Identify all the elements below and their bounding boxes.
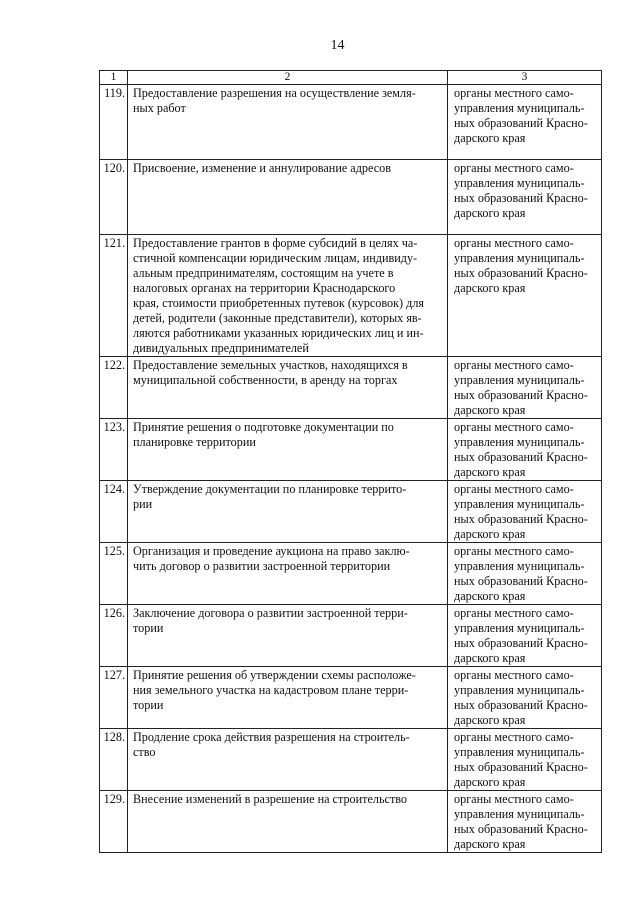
row-number: 124.: [100, 481, 128, 543]
table-row: [100, 729, 602, 791]
service-name: Внесение изменений в разрешение на строительство: [128, 791, 448, 853]
row-number: 127.: [100, 667, 128, 729]
responsible-authority: органы местного само- управления муниципаль- ных образований Красно- дарского края: [448, 481, 602, 543]
row-number: 119.: [100, 85, 128, 160]
services-table: [99, 70, 602, 853]
column-header-authority: 3: [448, 71, 602, 85]
row-number: 120.: [100, 160, 128, 235]
service-name: Утверждение документации по планировке террито- рии: [128, 481, 448, 543]
service-name: Принятие решения об утверждении схемы расположе- ния земельного участка на кадастровом плане терри- тории: [128, 667, 448, 729]
row-number: 128.: [100, 729, 128, 791]
row-number: 122.: [100, 357, 128, 419]
row-number: 129.: [100, 791, 128, 853]
table-row: [100, 543, 602, 605]
service-name: Предоставление земельных участков, находящихся в муниципальной собственности, в аренду на торгах: [128, 357, 448, 419]
row-number: 121.: [100, 235, 128, 357]
column-header-service: 2: [128, 71, 448, 85]
responsible-authority: органы местного само- управления муниципаль- ных образований Красно- дарского края: [448, 160, 602, 235]
responsible-authority: органы местного само- управления муниципаль- ных образований Красно- дарского края: [448, 543, 602, 605]
table-row: [100, 791, 602, 853]
table-row: [100, 85, 602, 160]
row-number: 125.: [100, 543, 128, 605]
service-name: Продление срока действия разрешения на строитель- ство: [128, 729, 448, 791]
table-row: [100, 357, 602, 419]
table-row: [100, 160, 602, 235]
table-header-row: [100, 71, 602, 85]
responsible-authority: органы местного само- управления муниципаль- ных образований Красно- дарского края: [448, 667, 602, 729]
table-row: [100, 605, 602, 667]
responsible-authority: органы местного само- управления муниципаль- ных образований Красно- дарского края: [448, 235, 602, 357]
responsible-authority: органы местного само- управления муниципаль- ных образований Красно- дарского края: [448, 605, 602, 667]
service-name: Принятие решения о подготовке документации по планировке территории: [128, 419, 448, 481]
responsible-authority: органы местного само- управления муниципаль- ных образований Красно- дарского края: [448, 357, 602, 419]
table-row: [100, 235, 602, 357]
service-name: Предоставление разрешения на осуществление земля- ных работ: [128, 85, 448, 160]
service-name: Присвоение, изменение и аннулирование адресов: [128, 160, 448, 235]
responsible-authority: органы местного само- управления муниципаль- ных образований Красно- дарского края: [448, 85, 602, 160]
column-header-number: 1: [100, 71, 128, 85]
table-row: [100, 419, 602, 481]
service-name: Заключение договора о развитии застроенной терри- тории: [128, 605, 448, 667]
responsible-authority: органы местного само- управления муниципаль- ных образований Красно- дарского края: [448, 791, 602, 853]
responsible-authority: органы местного само- управления муниципаль- ных образований Красно- дарского края: [448, 419, 602, 481]
row-number: 123.: [100, 419, 128, 481]
table-row: [100, 667, 602, 729]
service-name: Предоставление грантов в форме субсидий в целях ча- стичной компенсации юридическим лицам, индивиду- альным предпринимателям, состоящим на учете в налоговых органах на территории Краснодарского края, стоимости приобретенных путевок (курсовок) для детей, родители (законные представители), которых яв- ляются работниками указанных юридических лиц и ин- дивидуальных предпринимателей: [128, 235, 448, 357]
responsible-authority: органы местного само- управления муниципаль- ных образований Красно- дарского края: [448, 729, 602, 791]
row-number: 126.: [100, 605, 128, 667]
page-number: 14: [330, 38, 345, 53]
service-name: Организация и проведение аукциона на право заклю- чить договор о развитии застроенной территории: [128, 543, 448, 605]
table-row: [100, 481, 602, 543]
